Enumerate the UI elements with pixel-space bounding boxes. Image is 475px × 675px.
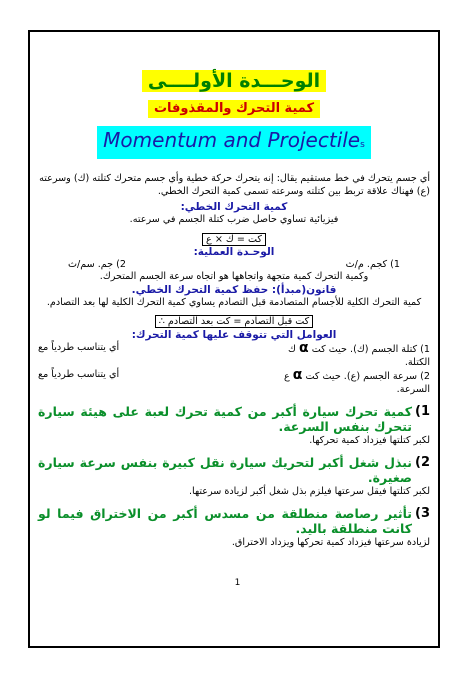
proportional-symbol: α (299, 340, 309, 356)
factor-speed-label: 2) سرعة الجسم (ع). حيث كت (305, 371, 430, 382)
questions-list (38, 404, 430, 549)
question-answer: لزيادة سرعتها فيزداد كمية تحركها ويزداد الاختراق. (231, 537, 430, 548)
question-text: كمية تحرك سيارة أكبر من كمية تحرك لعبة على هيئة سيارة تتحرك بنفس السرعة. (38, 404, 412, 434)
intro-paragraph: أي جسم يتحرك في خط مستقيم يقال: إنه يتحرك حركة خطية وأي جسم متحرك كتلته (ك) وسرعته (ع) فهناك علاقة تربط بين كتلته وسرعته تسمى كمية التحرك الخطي. (39, 173, 430, 197)
unit-title: الوحـــدة الأولــــى (142, 70, 326, 92)
linear-momentum-heading: كمية التحرك الخطي: (180, 201, 288, 213)
factor-mass-relation: أي يتناسب طردياً مع (38, 342, 120, 353)
conservation-formula: كت قبل التصادم = كت بعد التصادم ∴ (155, 315, 313, 328)
momentum-formula: كت = ك × ع (202, 233, 266, 246)
question-item (38, 455, 430, 498)
english-title: Momentum and Projectiles (97, 126, 371, 159)
factor-speed-tail: السرعة. (396, 383, 430, 395)
document-content (38, 70, 430, 549)
question-item (38, 506, 430, 549)
subject-title: كمية التحرك والمقذوفات (148, 100, 320, 118)
page-number: 1 (234, 578, 241, 588)
question-answer: لكبر كتلتها فيقل سرعتها فيلزم بذل شغل أكبر لزيادة سرعتها. (188, 486, 430, 497)
question-number: 2) (415, 455, 430, 470)
factor-item: 1) كتلة الجسم (ك). حيث كت α ك أي يتناسب طردياً مع الكتلة. (38, 340, 430, 368)
proportional-symbol: α (292, 367, 303, 383)
factor-mass-tail: الكتلة. (404, 356, 430, 368)
vector-note: وكمية التحرك كمية متجهة واتجاهها هو اتجاه سرعة الجسم المتحرك. (99, 271, 369, 282)
conservation-law-heading: قانون(مبدأ): حفظ كمية التحرك الخطي. (131, 283, 337, 296)
factor-item: 2) سرعة الجسم (ع). حيث كت α ع أي يتناسب طردياً مع السرعة. (38, 367, 430, 395)
unit-g-cm-s: 2) جم. سم/ث (68, 258, 127, 270)
question-answer: لكبر كتلتها فيزداد كمية تحركها. (309, 435, 430, 446)
unit-kg-m-s: 1) كجم. م/ث (345, 258, 400, 270)
units-heading: الوحـدة العملية: (193, 245, 275, 258)
conservation-law-text: كمية التحرك الكلية للأجسام المتصادمة قبل التصادم يساوي كمية التحرك الكلية لها بعد التصادم. (46, 296, 422, 308)
question-number: 3) (415, 506, 430, 521)
question-item (38, 404, 430, 447)
question-text: تأثير رصاصة منطلقة من مسدس أكبر من الاختراق فيما لو كانت منطلقة باليد. (38, 506, 412, 536)
question-text: نبذل شغل أكبر لتحريك سيارة نقل كبيرة بنفس سرعة سيارة صغيرة. (38, 455, 412, 485)
factor-speed-relation: أي يتناسب طردياً مع (38, 369, 120, 380)
linear-momentum-definition: فيزيائية تساوي حاصل ضرب كتلة الجسم في سرعته. (129, 214, 339, 225)
title-block (38, 70, 430, 159)
factors-heading: العوامل التي تتوقف عليها كمية التحرك: (131, 329, 337, 341)
units-row (38, 259, 430, 272)
factor-mass-label: 1) كتلة الجسم (ك). حيث كت (311, 344, 430, 355)
momentum-formula-wrap (38, 227, 430, 246)
question-number: 1) (415, 404, 430, 419)
conservation-formula-wrap (38, 309, 430, 328)
